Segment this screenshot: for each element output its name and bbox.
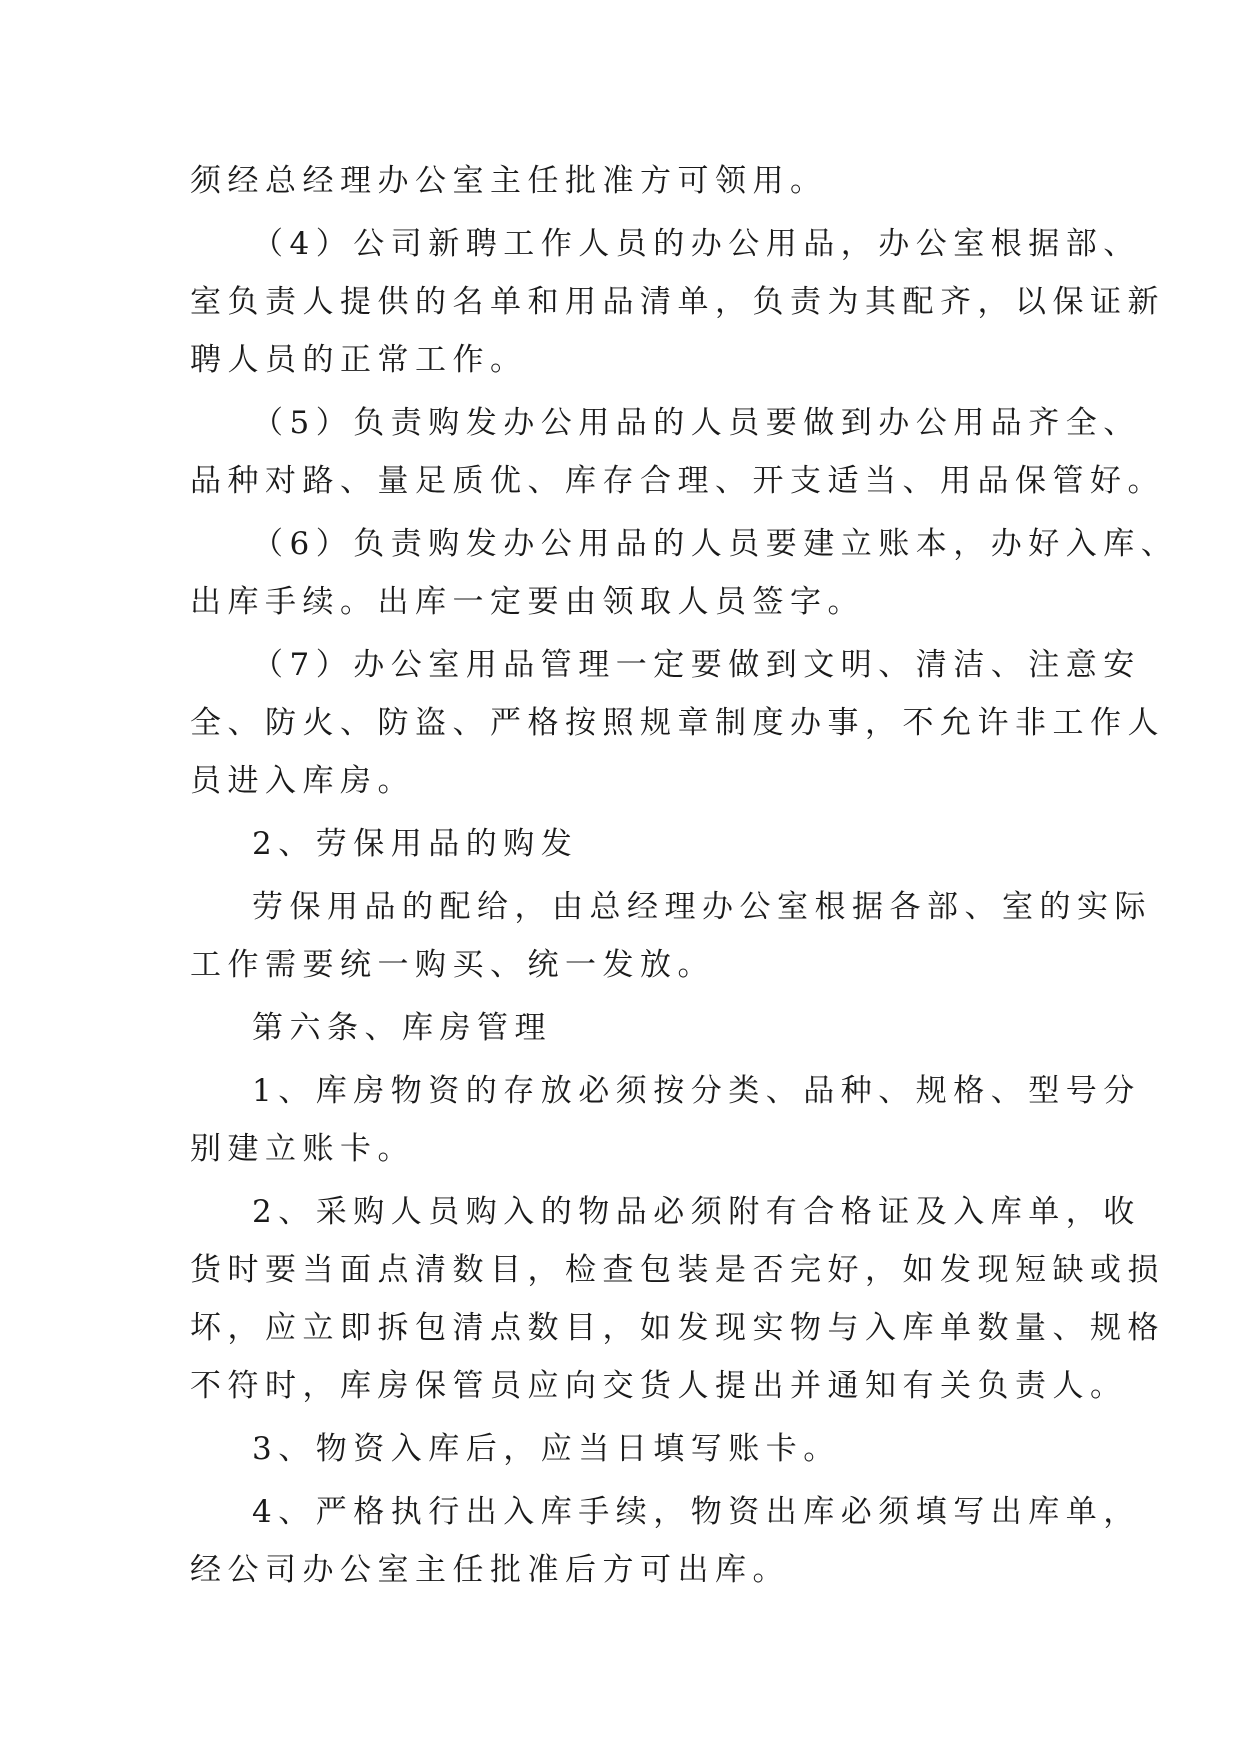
paragraph [190,878,1152,994]
paragraph [190,152,1060,210]
document-body [190,152,1179,1604]
text-line: 聘人员的正常工作。 [190,342,528,378]
paragraph [190,215,1165,389]
text-line: 劳保用品的配给，由总经理办公室根据各部、室的实际 [252,889,1152,925]
paragraph [190,394,1165,510]
paragraph [190,1483,1141,1599]
text-line: 2、采购人员购入的物品必须附有合格证及入库单，收 [252,1194,1141,1230]
text-line: 经公司办公室主任批准后方可出库。 [190,1552,790,1588]
text-line: 2、劳保用品的购发 [252,826,579,862]
paragraph [190,1420,1060,1478]
text-line: 品种对路、量足质优、库存合理、开支适当、用品保管好。 [190,463,1165,499]
text-line: 不符时，库房保管员应向交货人提出并通知有关负责人。 [190,1368,1128,1404]
text-line: 3、物资入库后，应当日填写账卡。 [252,1431,841,1467]
text-line: 出库手续。出库一定要由领取人员签字。 [190,584,865,620]
text-line: 1、库房物资的存放必须按分类、品种、规格、型号分 [252,1073,1141,1109]
text-line: 第六条、库房管理 [252,1010,552,1046]
text-line: 别建立账卡。 [190,1131,415,1167]
text-line: 坏，应立即拆包清点数目，如发现实物与入库单数量、规格 [190,1310,1165,1346]
text-line: （7）办公室用品管理一定要做到文明、清洁、注意安 [252,647,1141,683]
text-line: 4、严格执行出入库手续，物资出库必须填写出库单， [252,1494,1141,1530]
paragraph [190,1062,1141,1178]
text-line: 工作需要统一购买、统一发放。 [190,947,715,983]
section-heading [190,999,1060,1057]
text-line: （4）公司新聘工作人员的办公用品，办公室根据部、 [252,226,1141,262]
text-line: （6）负责购发办公用品的人员要建立账本，办好入库、 [252,526,1179,562]
paragraph [190,636,1165,810]
text-line: 货时要当面点清数目，检查包装是否完好，如发现短缺或损 [190,1252,1165,1288]
text-line: 全、防火、防盗、严格按照规章制度办事，不允许非工作人 [190,705,1165,741]
paragraph [190,1183,1165,1415]
section-heading [190,815,1060,873]
text-line: 须经总经理办公室主任批准方可领用。 [190,163,828,199]
text-line: 室负责人提供的名单和用品清单，负责为其配齐，以保证新 [190,284,1165,320]
paragraph [190,515,1179,631]
text-line: （5）负责购发办公用品的人员要做到办公用品齐全、 [252,405,1141,441]
text-line: 员进入库房。 [190,763,415,799]
